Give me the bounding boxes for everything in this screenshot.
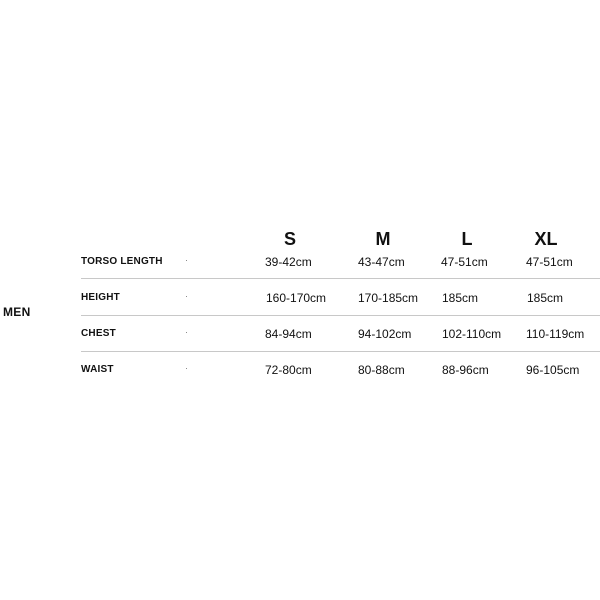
cell-value: 47-51cm bbox=[441, 255, 488, 269]
cell-value: 94-102cm bbox=[358, 327, 412, 341]
cell-value: 39-42cm bbox=[265, 255, 312, 269]
row-divider bbox=[81, 351, 600, 352]
row-dot: · bbox=[185, 327, 188, 337]
row-label: WAIST bbox=[81, 364, 114, 375]
cell-value: 160-170cm bbox=[266, 291, 327, 305]
cell-value: 84-94cm bbox=[265, 327, 312, 341]
cell-value: 185cm bbox=[442, 291, 479, 305]
row-label: CHEST bbox=[81, 328, 116, 339]
cell-value: 185cm bbox=[527, 291, 564, 305]
row-dot: · bbox=[185, 363, 188, 373]
row-dot: · bbox=[185, 291, 188, 301]
row-dot: · bbox=[185, 255, 188, 265]
cell-value: 80-88cm bbox=[358, 363, 405, 377]
cell-value: 110-119cm bbox=[526, 327, 585, 341]
row-label: TORSO LENGTH bbox=[81, 256, 163, 267]
cell-value: 96-105cm bbox=[526, 363, 580, 377]
size-header-s: S bbox=[283, 229, 297, 249]
size-header-l: L bbox=[461, 229, 473, 249]
cell-value: 88-96cm bbox=[442, 363, 489, 377]
size-header-m: M bbox=[375, 229, 391, 249]
cell-value: 47-51cm bbox=[526, 255, 573, 269]
cell-value: 72-80cm bbox=[265, 363, 312, 377]
cell-value: 43-47cm bbox=[358, 255, 405, 269]
cell-value: 102-110cm bbox=[442, 327, 502, 341]
row-divider bbox=[81, 315, 600, 316]
row-label: HEIGHT bbox=[81, 292, 120, 303]
section-label-men: MEN bbox=[3, 305, 31, 319]
row-divider bbox=[81, 278, 600, 279]
size-header-xl: XL bbox=[534, 229, 558, 249]
cell-value: 170-185cm bbox=[358, 291, 419, 305]
